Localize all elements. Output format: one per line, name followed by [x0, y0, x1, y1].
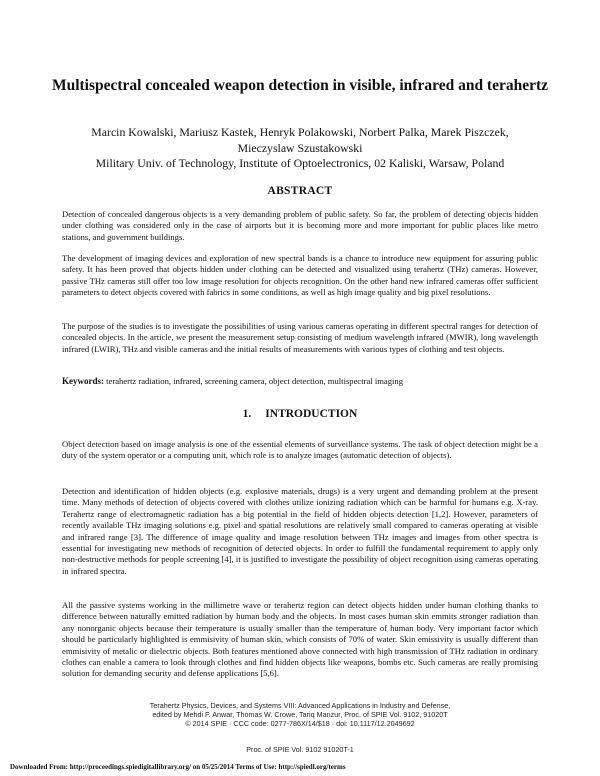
abstract-paragraph: Detection of concealed dangerous objects is a very demanding problem of public safety. So far, the problem of detecting objects hidden under clothing was considered only in the case of airports but it is becoming more and more important for public places like metro stations, and government buildings.: [62, 209, 538, 242]
page-identifier: Proc. of SPIE Vol. 9102 91020T-1: [246, 745, 354, 754]
keywords: [62, 376, 538, 387]
introduction-heading: [40, 408, 560, 420]
section-title: INTRODUCTION: [265, 408, 358, 420]
abstract-paragraph: The development of imaging devices and exploration of new spectral bands is a chance to introduce new equipment for assuring public safety. It has been proved that objects hidden under clothing can be detected and visualized using terahertz (THz) cameras. However, passive THz cameras still offer too low image resolution for objects recognition. On the other hand new infrared cameras offer sufficient parameters to detect objects covered with fabrics in some conditions, as well as high image quality and big pixel resolutions.: [62, 253, 538, 298]
download-notice: Downloaded From: http://proceedings.spiedigitallibrary.org/ on 05/25/2014 Terms of Use: http://spiedl.org/terms: [10, 763, 346, 771]
intro-paragraph: All the passive systems working in the millimetre wave or terahertz region can detect objects hidden under human clothing thanks to difference between naturally emitted radiation by human body and the objects. In most cases human skin emmits stronger radiation than any nonorganic objects because their temperature is usually smaller than the temperature of human body. Very important factor which should be particularly highlighted is emmisivity of human skin, which consists of 70% of water. Skin emissivity is usually different than emmisivity of metalic or dielectric objects. Both features mentioned above connected with high transmission of THz radiation in ordinary clothes can enable a camera to look through clothes and find hidden objects like weapons, bombs etc. Such cameras are really promising solution for demanding security and defense applications [5,6].: [62, 600, 538, 679]
affiliation: Military Univ. of Technology, Institute of Optoelectronics, 02 Kaliski, Warsaw, Poland: [95, 156, 505, 170]
intro-paragraph: Detection and identification of hidden objects (e.g. explosive materials, drugs) is a very urgent and demanding problem at the present time. Many methods of detection of objects covered with clothes utilize ionizing radiation which can be harmful for humans e.g. X-ray. Terahertz range of electromagnetic radiation has a big potential in the field of hidden objects detection [1,2]. However, parameters of recently available THz imaging solutions e.g. pixel and spatial resolutions are relatively small compared to cameras operating at visible and infrared range [3]. The difference of image quality and image resolution between THz images and images from other spectra is essential for investigating new methods of recognition of detected objects. In order to fulfill the fundamental requirement to apply only non-destructive methods for people screening [4], it is justified to investigate the possibility of object recognition using cameras operating in infrared spectra.: [62, 486, 538, 576]
abstract-paragraph: The purpose of the studies is to investigate the possibilities of using various cameras operating in different spectral ranges for detection of concealed objects. In the article, we present the measurement setup consisting of medium wavelength infrared (MWIR), long wavelength infrared (LWIR), THz and visible cameras and the initial results of measurements with various types of clothing and test objects.: [62, 321, 538, 354]
publication-footer: [120, 702, 480, 729]
authors-line-1: Marcin Kowalski, Mariusz Kastek, Henryk Polakowski, Norbert Palka, Marek Piszczek,: [91, 125, 509, 139]
footer-line: edited by Mehdi F. Anwar, Thomas W. Crowe, Tariq Manzur, Proc. of SPIE Vol. 9102, 91020T: [152, 709, 448, 719]
intro-paragraph: Object detection based on image analysis is one of the essential elements of surveillance systems. The task of object detection might be a duty of the system operator or a computing unit, which role is to analyze images (automatic detection of objects).: [62, 439, 538, 461]
footer-line: Terahertz Physics, Devices, and Systems VIII: Advanced Applications in Industry and Defense,: [149, 701, 451, 710]
keywords-text: terahertz radiation, infrared, screening camera, object detection, multispectral imaging: [106, 376, 403, 386]
footer-line: © 2014 SPIE · CCC code: 0277-786X/14/$18 · doi: 10.1117/12.2049692: [185, 718, 415, 728]
keywords-label: Keywords:: [62, 376, 104, 386]
section-number: 1.: [242, 408, 252, 420]
authors-line-2: Mieczyslaw Szustakowski: [237, 140, 363, 155]
paper-title: Multispectral concealed weapon detection in visible, infrared and terahertz: [51, 77, 549, 94]
author-block: [40, 125, 560, 172]
abstract-heading: ABSTRACT: [267, 185, 333, 197]
